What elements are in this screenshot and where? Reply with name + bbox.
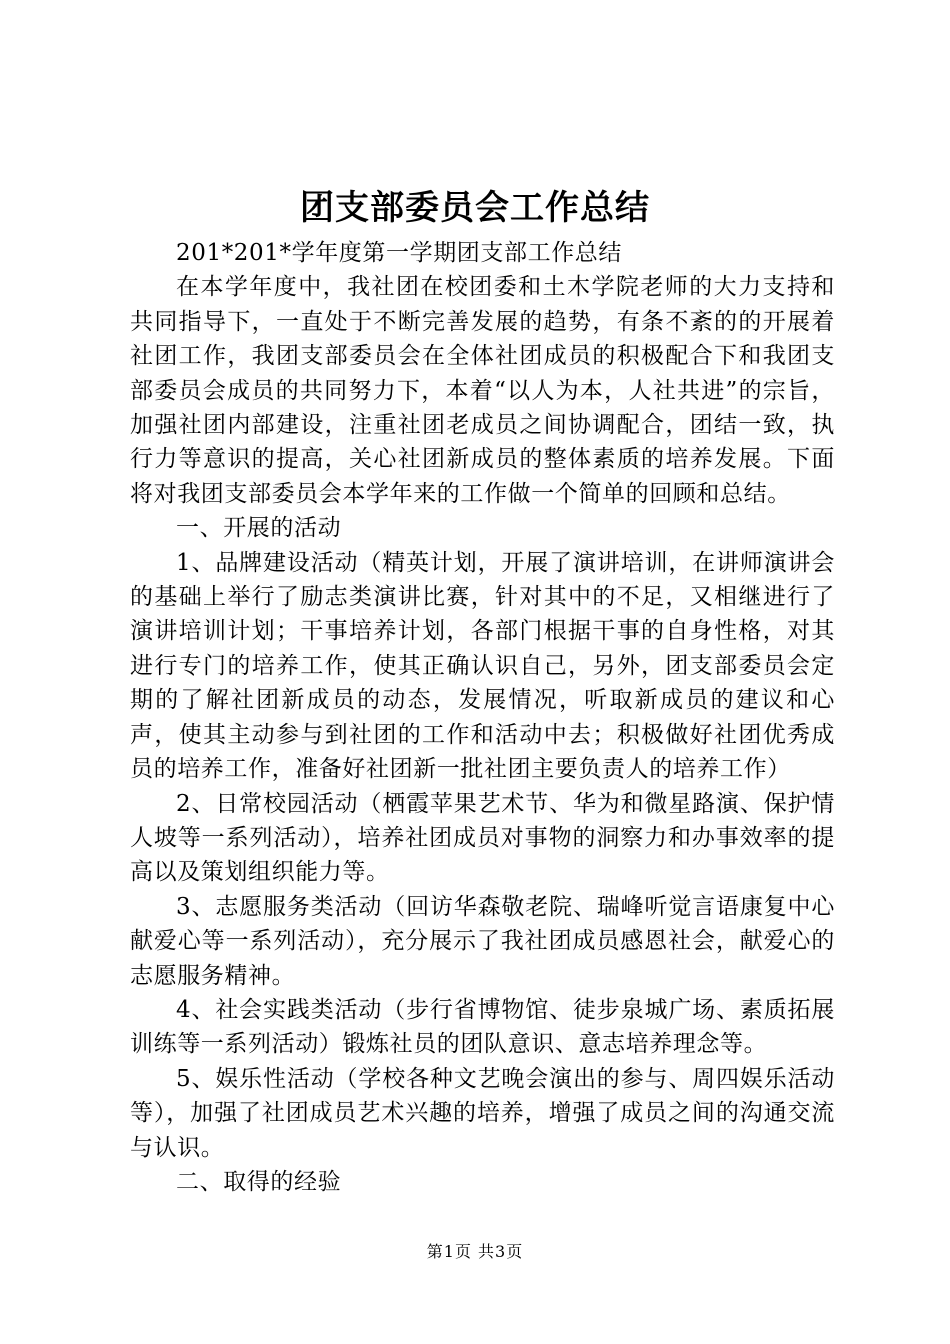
document-body [130,236,835,1199]
activity-paragraph-1: 1、品牌建设活动（精英计划，开展了演讲培训，在讲师演讲会的基础上举行了励志类演讲比赛，针对其中的不足，又相继进行了演讲培训计划；干事培养计划，各部门根据干事的自身性格，对其进行专门的培养工作，使其正确认识自己，另外，团支部委员会定期的了解社团新成员的动态，发展情况，听取新成员的建议和心声，使其主动参与到社团的工作和活动中去；积极做好社团优秀成员的培养工作，准备好社团新一批社团主要负责人的培养工作） [130,549,835,783]
activity-paragraph-5: 5、娱乐性活动（学校各种文艺晚会演出的参与、周四娱乐活动等），加强了社团成员艺术兴趣的培养，增强了成员之间的沟通交流与认识。 [130,1065,835,1161]
subtitle-paragraph: 201*201*学年度第一学期团支部工作总结 [176,240,622,266]
activity-paragraph-3: 3、志愿服务类活动（回访华森敬老院、瑞峰听觉言语康复中心献爱心等一系列活动），充分展示了我社团成员感恩社会，献爱心的志愿服务精神。 [130,893,835,989]
section-heading-activities: 一、开展的活动 [176,515,342,542]
document-title: 团支部委员会工作总结 [300,188,650,228]
section-heading-experience: 二、取得的经验 [176,1168,342,1195]
page-footer: 第1页 共3页 [426,1242,524,1261]
activity-paragraph-4: 4、社会实践类活动（步行省博物馆、徒步泉城广场、素质拓展训练等一系列活动）锻炼社员的团队意识、意志培养理念等。 [130,996,835,1058]
intro-paragraph: 在本学年度中，我社团在校团委和土木学院老师的大力支持和共同指导下，一直处于不断完善发展的趋势，有条不紊的的开展着社团工作，我团支部委员会在全体社团成员的积极配合下和我团支部委员会成员的共同努力下，本着“以人为本，人社共进”的宗旨，加强社团内部建设，注重社团老成员之间协调配合，团结一致，执行力等意识的提高，关心社团新成员的整体素质的培养发展。下面将对我团支部委员会本学年来的工作做一个简单的回顾和总结。 [130,274,835,507]
activity-paragraph-2: 2、日常校园活动（栖霞苹果艺术节、华为和微星路演、保护情人坡等一系列活动），培养社团成员对事物的洞察力和办事效率的提高以及策划组织能力等。 [130,790,835,886]
